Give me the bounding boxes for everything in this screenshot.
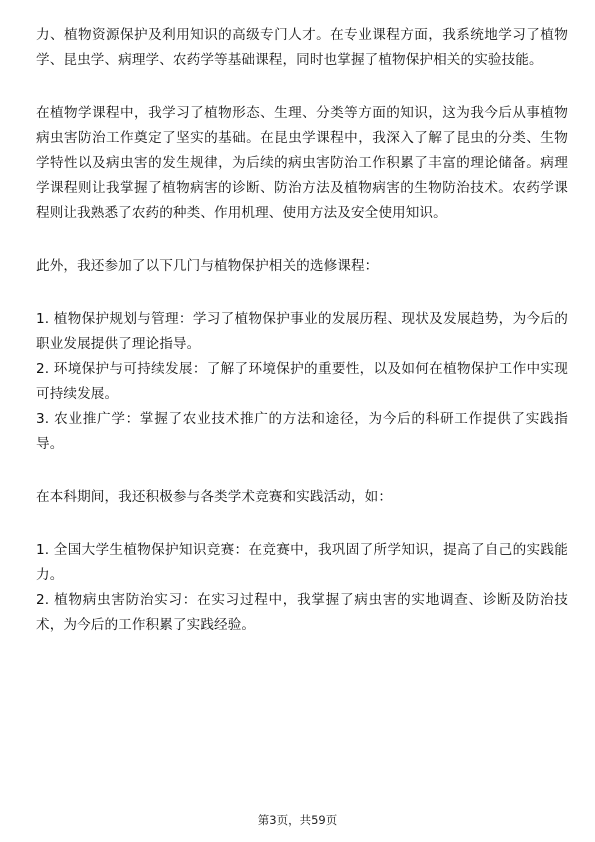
page-number: 第3页，共59页 bbox=[257, 813, 338, 827]
list-item: 2. 植物病虫害防治实习：在实习过程中，我掌握了病虫害的实地调查、诊断及防治技术，为今后的工作积累了实践经验。 bbox=[36, 592, 568, 633]
paragraph-courses: 在植物学课程中，我学习了植物形态、生理、分类等方面的知识，这为我今后从事植物病虫害防治工作奠定了坚实的基础。在昆虫学课程中，我深入了解了昆虫的分类、生物学特性以及病虫害的发生规律，为后续的病虫害防治工作积累了丰富的理论储备。病理学课程则让我掌握了植物病害的诊断、防治方法及植物病害的生物防治技术。农药学课程则让我熟悉了农药的种类、作用机理、使用方法及安全使用知识。 bbox=[36, 105, 568, 221]
document-body bbox=[36, 23, 568, 638]
activities-list bbox=[36, 538, 568, 638]
list-item: 3. 农业推广学：掌握了农业技术推广的方法和途径，为今后的科研工作提供了实践指导。 bbox=[36, 411, 568, 452]
list-item: 1. 全国大学生植物保护知识竞赛：在竞赛中，我巩固了所学知识，提高了自己的实践能力。 bbox=[36, 542, 568, 583]
paragraph-intro: 力、植物资源保护及利用知识的高级专门人才。在专业课程方面，我系统地学习了植物学、昆虫学、病理学、农药学等基础课程，同时也掌握了植物保护相关的实验技能。 bbox=[36, 27, 568, 68]
paragraph-electives-intro: 此外，我还参加了以下几门与植物保护相关的选修课程： bbox=[36, 258, 379, 274]
list-item: 2. 环境保护与可持续发展：了解了环境保护的重要性，以及如何在植物保护工作中实现可持续发展。 bbox=[36, 361, 568, 402]
electives-list bbox=[36, 307, 568, 457]
list-item: 1. 植物保护规划与管理：学习了植物保护事业的发展历程、现状及发展趋势，为今后的职业发展提供了理论指导。 bbox=[36, 311, 568, 352]
paragraph-activities-intro: 在本科期间，我还积极参与各类学术竞赛和实践活动，如： bbox=[36, 489, 393, 505]
